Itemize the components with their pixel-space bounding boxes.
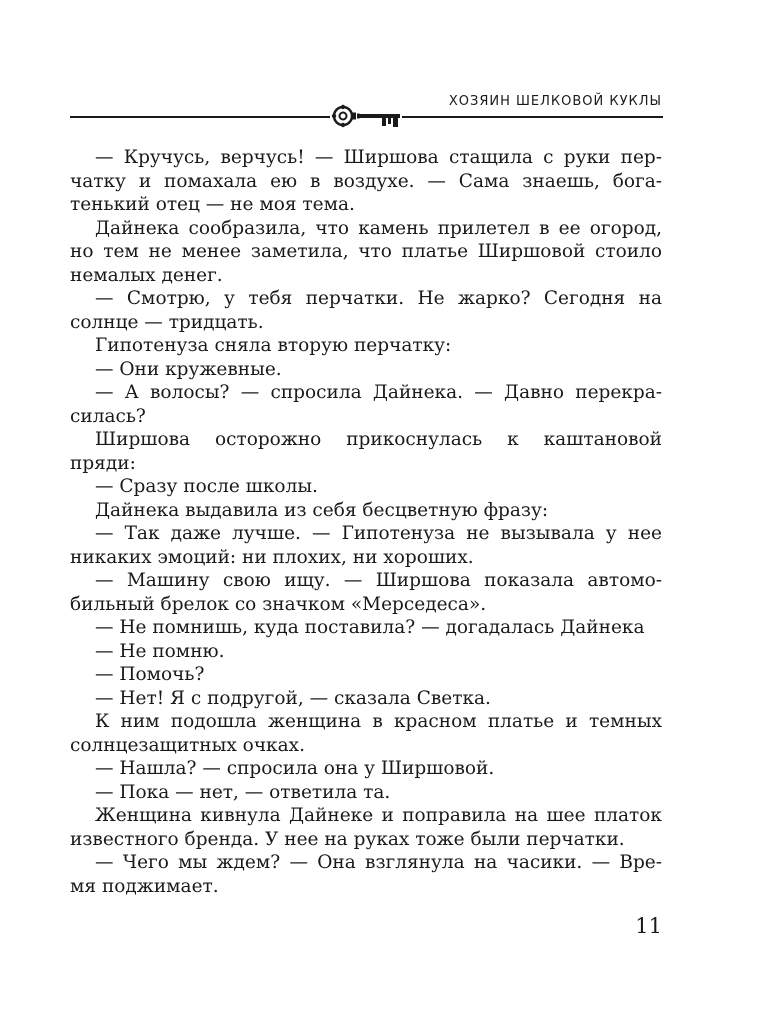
text-line: никаких эмоций: ни плохих, ни хороших. [70,546,474,568]
text-line: солнцезащитных очках. [70,734,305,756]
text-line: — Смотрю, у тебя перчатки. Не жарко? Сегодня на [95,288,662,309]
text-line: Дайнека выдавила из себя бесцветную фразу: [95,499,549,521]
text-line: Ширшова осторожно прикоснулась к каштановой [95,429,662,450]
text-line: но тем не менее заметила, что платье Ширшовой стоило [70,241,662,262]
body-text [70,146,662,898]
text-line: немалых денег. [70,264,223,286]
text-line: солнце — тридцать. [70,311,264,333]
text-line: Женщина кивнула Дайнеке и поправила на шее платок [95,805,662,826]
running-head: ХОЗЯИН ШЕЛКОВОЙ КУКЛЫ [448,94,662,109]
text-line: — Пока — нет, — ответила та. [95,781,391,803]
text-line: — Помочь? [95,664,205,685]
text-line: чатку и помахала ею в воздухе. — Сама знаешь, бога- [70,170,662,192]
text-line: — Не помнишь, куда поставила? — догадалась Дайнека [95,617,645,638]
text-line: Гипотенуза сняла вторую перчатку: [95,335,452,356]
text-line: известного бренда. У нее на руках тоже были перчатки. [70,828,625,850]
text-line: силась? [70,405,146,427]
text-line: — Так даже лучше. — Гипотенуза не вызывала у нее [95,523,662,544]
text-line: — Нет! Я с подругой, — сказала Светка. [95,687,491,709]
text-line: бильный брелок со значком «Мерседеса». [70,593,487,615]
text-line: — Чего мы ждем? — Она взглянула на часики. — Вре- [95,852,662,873]
text-line: — Кручусь, верчусь! — Ширшова стащила с руки пер- [95,147,662,168]
text-line: — Машину свою ищу. — Ширшова показала автомо- [95,570,662,591]
text-line: мя поджимает. [70,875,219,897]
text-line: — Нашла? — спросила она у Ширшовой. [95,758,495,779]
text-line: — А волосы? — спросила Дайнека. — Давно перекра- [95,382,662,403]
text-line: Дайнека сообразила, что камень прилетел в ее огород, [95,217,662,239]
text-line: — Сразу после школы. [95,476,318,497]
text-line: — Не помню. [95,640,225,662]
text-line: пряди: [70,452,136,474]
text-line: К ним подошла женщина в красном платье и темных [95,711,662,732]
page-number: 11 [635,914,662,938]
text-line: тенький отец — не моя тема. [70,194,355,215]
key-icon [330,102,402,130]
text-line: — Они кружевные. [95,358,282,380]
